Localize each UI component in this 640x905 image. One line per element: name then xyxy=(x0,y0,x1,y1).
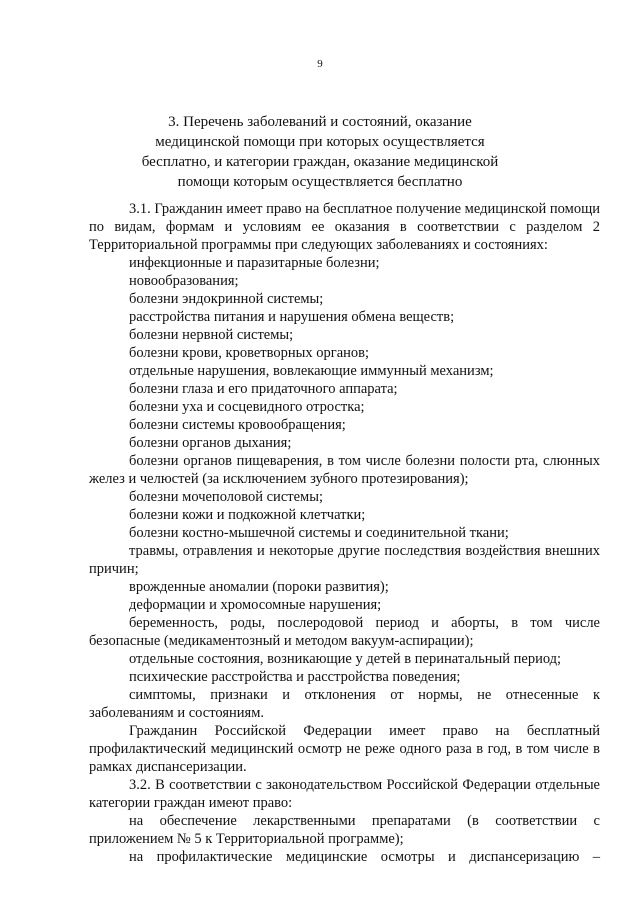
disease-item: деформации и хромосомные нарушения; xyxy=(129,597,382,613)
heading-line: 3. Перечень заболеваний и состояний, оказание xyxy=(168,114,472,130)
disease-item: болезни крови, кроветворных органов; xyxy=(129,345,370,361)
disease-item: болезни уха и сосцевидного отростка; xyxy=(129,399,365,415)
disease-item: болезни мочеполовой системы; xyxy=(129,489,323,505)
page-number: 9 xyxy=(317,58,323,70)
disease-item: психические расстройства и расстройства поведения; xyxy=(129,669,461,685)
disease-item: болезни системы кровообращения; xyxy=(129,417,346,433)
disease-item: болезни нервной системы; xyxy=(129,327,294,343)
disease-item: беременность, роды, послеродовой период и аборты, в том числе безопасные (медикаментозный и методом вакуум-аспирации); xyxy=(89,615,600,649)
heading-line: медицинской помощи при которых осуществляется xyxy=(155,134,485,150)
disease-item: расстройства питания и нарушения обмена веществ; xyxy=(129,309,455,325)
document-body xyxy=(89,200,600,866)
right-item: на профилактические медицинские осмотры и диспансеризацию – xyxy=(129,849,600,865)
section-heading xyxy=(110,112,530,192)
disease-item: травмы, отравления и некоторые другие последствия воздействия внешних причин; xyxy=(89,543,600,577)
paragraph-3-2: 3.2. В соответствии с законодательством Российской Федерации отдельные категории граждан имеют право: xyxy=(89,777,600,811)
disease-item: болезни глаза и его придаточного аппарата; xyxy=(129,381,398,397)
right-item: на обеспечение лекарственными препаратами (в соответствии с приложением № 5 к Территориальной программе); xyxy=(89,813,600,847)
disease-item: симптомы, признаки и отклонения от нормы, не отнесенные к заболеваниям и состояниям. xyxy=(89,687,600,721)
disease-item: болезни костно-мышечной системы и соединительной ткани; xyxy=(129,525,509,541)
disease-item: болезни органов дыхания; xyxy=(129,435,292,451)
disease-item: болезни органов пищеварения, в том числе болезни полости рта, слюнных желез и челюстей (за исключением зубного протезирования); xyxy=(89,453,600,487)
paragraph-exam: Гражданин Российской Федерации имеет право на бесплатный профилактический медицинский осмотр не реже одного раза в год, в том числе в рамках диспансеризации. xyxy=(89,723,600,775)
heading-line: помощи которым осуществляется бесплатно xyxy=(177,174,463,190)
heading-line: бесплатно, и категории граждан, оказание медицинской xyxy=(141,154,499,170)
disease-item: отдельные состояния, возникающие у детей в перинатальный период; xyxy=(129,651,562,667)
disease-item: врожденные аномалии (пороки развития); xyxy=(129,579,389,595)
disease-item: инфекционные и паразитарные болезни; xyxy=(129,255,380,271)
disease-item: болезни эндокринной системы; xyxy=(129,291,324,307)
disease-item: новообразования; xyxy=(129,273,239,289)
disease-item: болезни кожи и подкожной клетчатки; xyxy=(129,507,366,523)
paragraph-3-1: 3.1. Гражданин имеет право на бесплатное получение медицинской помощи по видам, формам и условиям ее оказания в соответствии с разделом 2 Территориальной программы при следующих заболеваниях и состояниях: xyxy=(89,201,600,253)
disease-item: отдельные нарушения, вовлекающие иммунный механизм; xyxy=(129,363,494,379)
